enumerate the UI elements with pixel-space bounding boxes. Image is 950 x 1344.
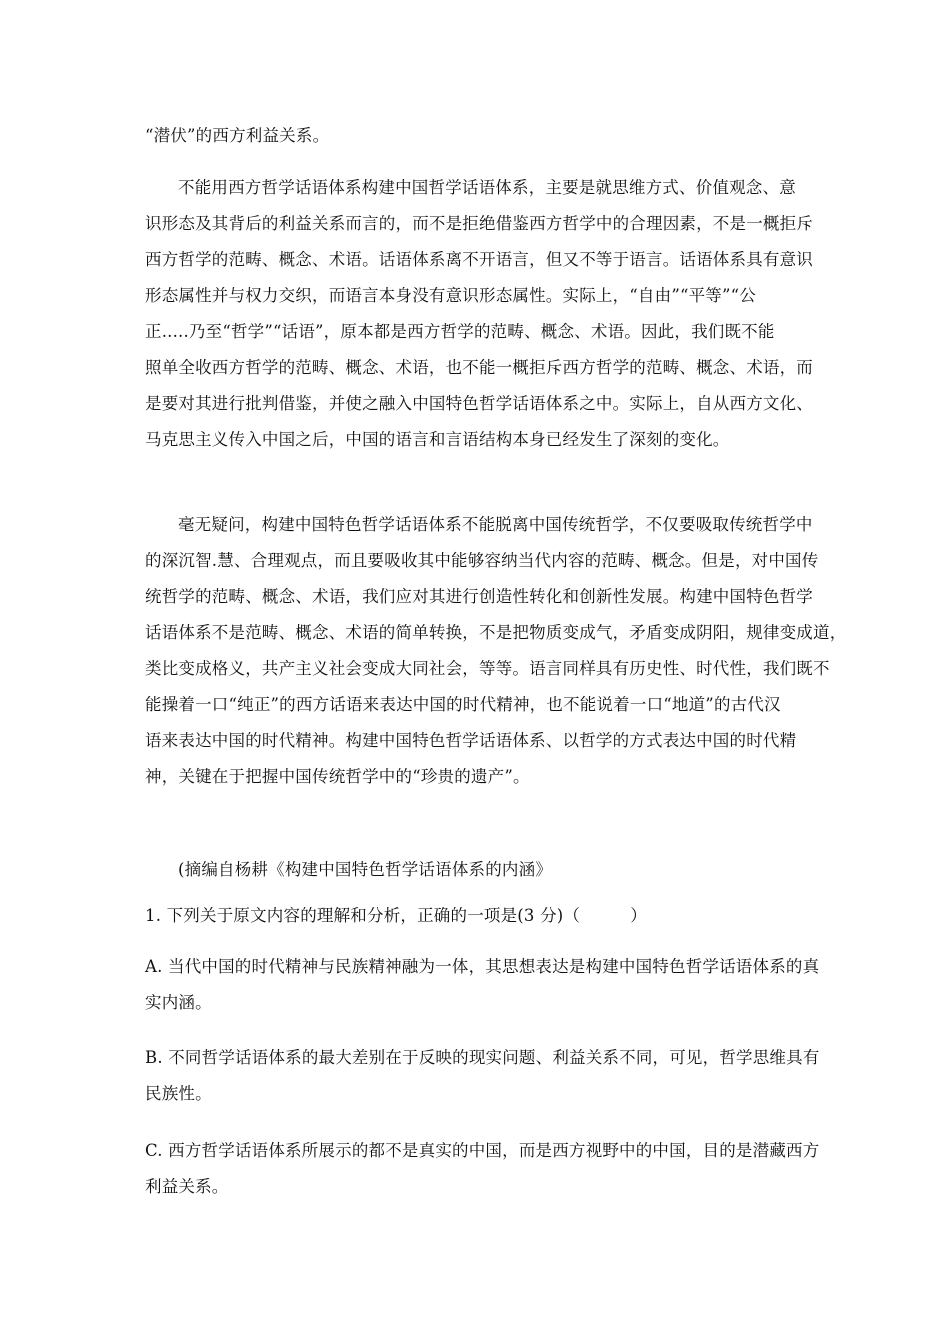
option-text: 实内涵。 (145, 993, 212, 1012)
text-line: 的深沉智.慧、合理观点，而且要吸收其中能够容纳当代内容的范畴、概念。但是，对中国传 (145, 551, 819, 570)
text-line: 毫无疑问，构建中国特色哲学话语体系不能脱离中国传统哲学，不仅要吸取传统哲学中 (178, 515, 813, 534)
text-line: 神，关键在于把握中国传统哲学中的“珍贵的遗产”。 (145, 767, 530, 786)
option-text: 民族性。 (145, 1084, 212, 1103)
question-1-option-a (145, 949, 820, 1021)
text-line: 正.....乃至“哲学”“话语”，原本都是西方哲学的范畴、概念、术语。因此，我们既不能 (145, 322, 775, 341)
text-line: “潜伏”的西方利益关系。 (145, 126, 330, 145)
paragraph-2 (145, 507, 847, 795)
source-citation (145, 852, 820, 888)
text-line: 形态属性并与权力交织，而语言本身没有意识形态属性。实际上，“自由”“平等”“公 (145, 286, 756, 305)
paragraph-1 (145, 170, 820, 458)
text-line: 类比变成格义，共产主义社会变成大同社会，等等。语言同样具有历史性、时代性，我们既不 (145, 659, 830, 678)
paragraph-continuation (145, 118, 820, 154)
option-text: C. 西方哲学话语体系所展示的都不是真实的中国，而是西方视野中的中国，目的是潜藏西方 (145, 1141, 820, 1160)
text-line: 话语体系不是范畴、概念、术语的简单转换，不是把物质变成气，矛盾变成阴阳，规律变成道， (145, 623, 847, 642)
text-line: 能操着一口“纯正”的西方话语来表达中国的时代精神，也不能说着一口“地道”的古代汉 (145, 695, 781, 714)
text-line: 照单全收西方哲学的范畴、概念、术语，也不能一概拒斥西方哲学的范畴、概念、术语，而 (145, 358, 813, 377)
text-line: 是要对其进行批判借鉴，并使之融入中国特色哲学话语体系之中。实际上，自从西方文化、 (145, 394, 813, 413)
text-line: 语来表达中国的时代精神。构建中国特色哲学话语体系、以哲学的方式表达中国的时代精 (145, 731, 797, 750)
question-text: 1. 下列关于原文内容的理解和分析，正确的一项是(3 分)（ ） (145, 906, 647, 925)
question-1-option-c (145, 1133, 820, 1205)
text-line: 统哲学的范畴、概念、术语，我们应对其进行创造性转化和创新性发展。构建中国特色哲学 (145, 587, 813, 606)
text-line: 马克思主义传入中国之后，中国的语言和言语结构本身已经发生了深刻的变化。 (145, 430, 730, 449)
text-line: 识形态及其背后的利益关系而言的，而不是拒绝借鉴西方哲学中的合理因素，不是一概拒斥 (145, 214, 813, 233)
option-text: B. 不同哲学话语体系的最大差别在于反映的现实问题、利益关系不同，可见，哲学思维具有 (145, 1048, 820, 1067)
option-text: A. 当代中国的时代精神与民族精神融为一体，其思想表达是构建中国特色哲学话语体系的真 (145, 957, 820, 976)
question-1-stem (145, 898, 820, 934)
text-line: 西方哲学的范畴、概念、术语。话语体系离不开语言，但又不等于语言。话语体系具有意识 (145, 250, 813, 269)
text-line: 不能用西方哲学话语体系构建中国哲学话语体系，主要是就思维方式、价值观念、意 (178, 178, 796, 197)
citation-text: (摘编自杨耕《构建中国特色哲学话语体系的内涵》 (178, 860, 553, 879)
option-text: 利益关系。 (145, 1177, 229, 1196)
question-1-option-b (145, 1040, 820, 1112)
